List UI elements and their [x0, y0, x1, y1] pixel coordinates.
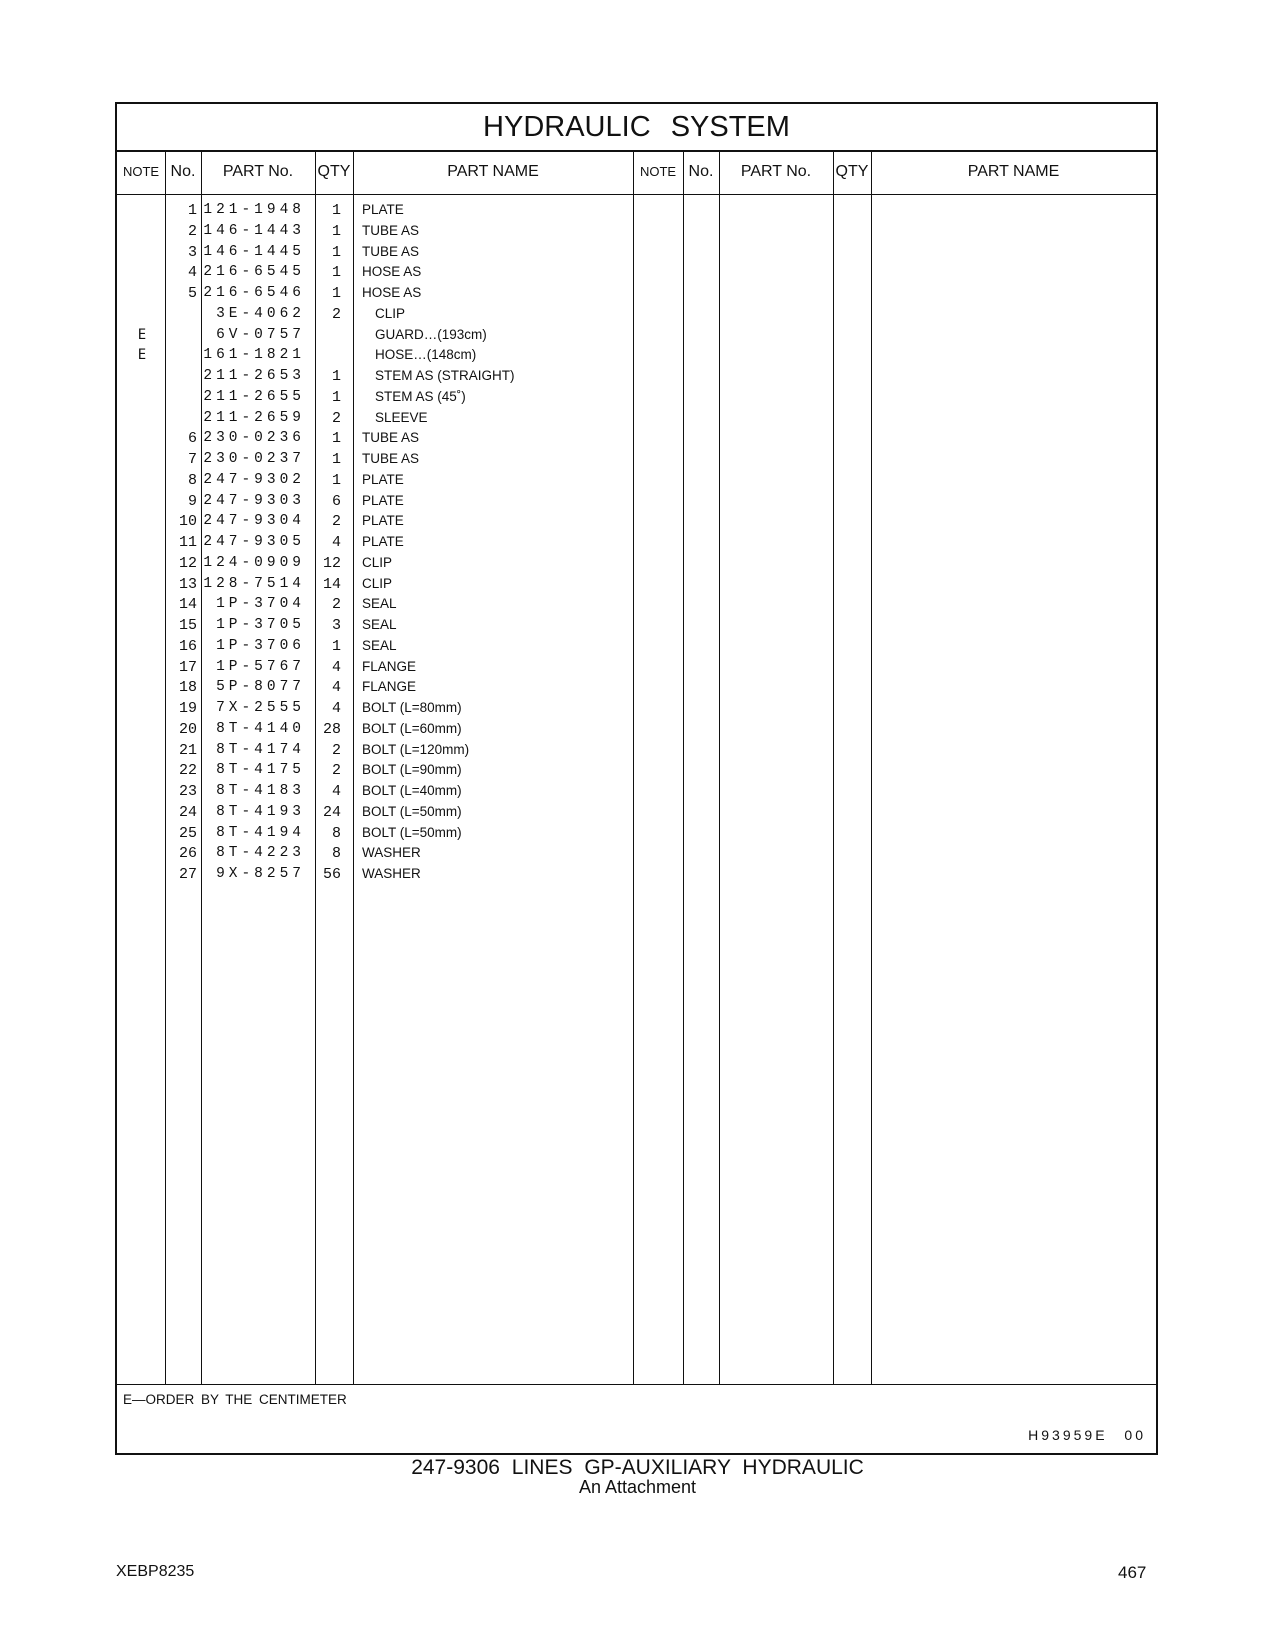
quantity: 8 — [331, 824, 341, 842]
quantity: 1 — [331, 388, 341, 406]
quantity: 1 — [331, 471, 341, 489]
part-name: STEM AS (STRAIGHT) — [375, 368, 515, 383]
quantity: 28 — [322, 720, 341, 738]
quantity: 2 — [331, 513, 341, 531]
item-number: 27 — [178, 866, 197, 883]
part-name: SEAL — [362, 596, 397, 612]
part-name: PLATE — [362, 471, 404, 487]
table-row — [117, 783, 637, 805]
part-name: CLIP — [375, 305, 406, 321]
quantity: 1 — [331, 243, 341, 261]
part-name: BOLT (L=80mm) — [362, 700, 462, 715]
table-row — [117, 347, 637, 369]
part-name: BOLT (L=50mm) — [362, 824, 462, 840]
page-number: 467 — [1118, 1563, 1147, 1582]
item-number: 18 — [178, 679, 197, 697]
table-row — [117, 451, 637, 473]
part-number: 247-9304 — [203, 513, 305, 530]
table-row — [117, 638, 637, 660]
part-name: TUBE AS — [362, 430, 420, 446]
part-name: STEM AS (45˚) — [375, 388, 466, 404]
item-number: 12 — [178, 554, 197, 572]
table-row — [117, 368, 637, 390]
part-name: BOLT (L=90mm) — [362, 762, 462, 778]
table-row — [117, 825, 637, 847]
table-row — [117, 430, 637, 452]
quantity: 24 — [322, 803, 341, 821]
note-cell: E — [137, 326, 147, 343]
item-number: 19 — [178, 700, 197, 717]
table-row — [117, 534, 637, 556]
part-number: 247-9305 — [203, 534, 305, 550]
col-divider — [683, 150, 684, 1384]
table-row — [117, 389, 637, 411]
header-no: No. — [170, 163, 196, 180]
col-divider — [871, 150, 872, 1384]
quantity: 4 — [331, 534, 341, 551]
table-row — [117, 223, 637, 245]
part-name: GUARD…(193cm) — [375, 326, 487, 342]
quantity: 1 — [331, 264, 341, 282]
quantity: 1 — [331, 430, 341, 448]
quantity: 12 — [322, 554, 341, 572]
quantity: 4 — [331, 783, 341, 800]
part-name: BOLT (L=40mm) — [362, 783, 462, 798]
table-row — [117, 327, 637, 349]
part-number: 211-2655 — [203, 388, 305, 405]
item-number: 26 — [178, 845, 197, 863]
part-number: 211-2653 — [203, 368, 305, 384]
item-number: 15 — [178, 617, 197, 634]
table-row — [117, 410, 637, 432]
part-number: 1P-3704 — [216, 596, 305, 613]
part-name: TUBE AS — [362, 222, 420, 238]
item-number: 7 — [187, 451, 197, 468]
item-number: 8 — [187, 471, 197, 489]
part-name: BOLT (L=60mm) — [362, 720, 462, 736]
part-number: 1P-5767 — [216, 658, 305, 675]
quantity: 2 — [331, 762, 341, 780]
table-row — [117, 555, 637, 577]
group-subcaption: An Attachment — [578, 1477, 697, 1497]
part-number: 8T-4193 — [216, 803, 305, 820]
part-number: 230-0237 — [203, 451, 305, 467]
part-number: 8T-4223 — [216, 845, 305, 862]
part-number: 216-6546 — [203, 285, 305, 301]
item-number: 24 — [178, 803, 197, 821]
part-name: HOSE AS — [362, 264, 422, 280]
header-part-name-right: PART NAME — [967, 163, 1060, 180]
item-number: 9 — [187, 492, 197, 510]
quantity: 3 — [331, 617, 341, 634]
table-row — [117, 762, 637, 784]
table-row — [117, 264, 637, 286]
item-number: 2 — [187, 222, 197, 240]
item-number: 6 — [187, 430, 197, 448]
quantity: 4 — [331, 700, 341, 717]
header-part-no-right: PART No. — [740, 163, 812, 180]
table-row — [117, 659, 637, 681]
header-part-name: PART NAME — [447, 163, 539, 180]
table-header — [117, 150, 1156, 195]
part-number: 5P-8077 — [216, 679, 305, 696]
table-row — [117, 742, 637, 764]
item-number: 23 — [178, 783, 197, 800]
quantity: 2 — [331, 305, 341, 323]
item-number: 22 — [178, 762, 197, 780]
table-row — [117, 493, 637, 515]
quantity: 8 — [331, 845, 341, 863]
part-number: 216-6545 — [203, 264, 305, 281]
table-row — [117, 202, 637, 224]
quantity: 1 — [331, 451, 341, 468]
part-number: 124-0909 — [203, 554, 305, 571]
table-row — [117, 700, 637, 722]
table-row — [117, 721, 637, 743]
part-name: PLATE — [362, 202, 404, 217]
item-number: 25 — [178, 824, 197, 842]
table-row — [117, 617, 637, 639]
item-number: 13 — [178, 575, 197, 593]
quantity: 1 — [331, 202, 341, 219]
table-row — [117, 306, 637, 328]
item-number: 3 — [187, 243, 197, 261]
part-number: 1P-3706 — [216, 637, 305, 654]
quantity: 1 — [331, 368, 341, 385]
part-name: FLANGE — [362, 658, 417, 674]
part-number: 8T-4140 — [216, 720, 305, 737]
table-row — [117, 804, 637, 826]
part-name: HOSE AS — [362, 285, 422, 300]
part-name: PLATE — [362, 513, 404, 529]
item-number: 5 — [187, 285, 197, 302]
part-number: 247-9302 — [203, 471, 305, 488]
quantity: 2 — [331, 409, 341, 427]
part-number: 9X-8257 — [216, 866, 305, 882]
part-number: 7X-2555 — [216, 700, 305, 716]
part-number: 146-1443 — [203, 222, 305, 239]
item-number: 4 — [187, 264, 197, 282]
quantity: 4 — [331, 679, 341, 697]
part-number: 8T-4194 — [216, 824, 305, 841]
table-row — [117, 472, 637, 494]
quantity: 14 — [322, 575, 341, 593]
header-note-right: NOTE — [639, 164, 677, 179]
part-name: PLATE — [362, 492, 404, 508]
note-cell: E — [137, 347, 147, 364]
part-name: BOLT (L=50mm) — [362, 803, 462, 819]
table-row — [117, 244, 637, 266]
item-number: 16 — [178, 637, 197, 655]
table-row — [117, 866, 637, 888]
part-name: TUBE AS — [362, 243, 420, 259]
quantity: 1 — [331, 222, 341, 240]
part-name: HOSE…(148cm) — [375, 347, 477, 363]
footnote: E—ORDER BY THE CENTIMETER — [123, 1392, 347, 1407]
table-row — [117, 576, 637, 598]
section-title: HYDRAULIC SYSTEM — [117, 104, 1156, 152]
part-name: SEAL — [362, 637, 397, 653]
item-number: 14 — [178, 596, 197, 614]
part-name: SEAL — [362, 617, 397, 632]
part-number: 1P-3705 — [216, 617, 305, 633]
col-divider — [719, 150, 720, 1384]
part-name: WASHER — [362, 866, 421, 881]
publication-number: XEBP8235 — [116, 1563, 195, 1580]
header-qty: QTY — [317, 163, 351, 180]
quantity: 1 — [331, 285, 341, 302]
part-number: 230-0236 — [203, 430, 305, 447]
quantity: 1 — [331, 637, 341, 655]
table-row — [117, 596, 637, 618]
part-number: 247-9303 — [203, 492, 305, 509]
part-number: 161-1821 — [203, 347, 305, 364]
quantity: 2 — [331, 741, 341, 759]
part-name: BOLT (L=120mm) — [362, 741, 470, 757]
part-number: 146-1445 — [203, 243, 305, 260]
item-number: 10 — [178, 513, 197, 531]
table-row — [117, 285, 637, 307]
part-number: 6V-0757 — [216, 326, 305, 343]
part-name: CLIP — [362, 554, 393, 570]
footer-divider — [117, 1384, 1156, 1385]
header-no-right: No. — [688, 163, 714, 180]
item-number: 1 — [187, 202, 197, 219]
table-row — [117, 513, 637, 535]
table-row — [117, 845, 637, 867]
part-name: WASHER — [362, 845, 421, 861]
quantity: 2 — [331, 596, 341, 614]
part-number: 128-7514 — [203, 575, 305, 592]
part-number: 3E-4062 — [216, 305, 305, 322]
part-name: SLEEVE — [375, 409, 428, 425]
table-row — [117, 679, 637, 701]
part-name: TUBE AS — [362, 451, 420, 466]
quantity: 6 — [331, 492, 341, 510]
quantity: 56 — [322, 866, 341, 883]
quantity: 4 — [331, 658, 341, 676]
part-number: 8T-4174 — [216, 741, 305, 758]
col-divider — [833, 150, 834, 1384]
part-name: FLANGE — [362, 679, 417, 695]
part-number: 211-2659 — [203, 409, 305, 426]
item-number: 11 — [178, 534, 197, 551]
item-number: 20 — [178, 720, 197, 738]
group-caption: 247-9306 LINES GP-AUXILIARY HYDRAULIC — [411, 1456, 864, 1479]
parts-table — [115, 102, 1158, 1455]
header-qty-right: QTY — [835, 163, 869, 180]
part-number: 8T-4183 — [216, 783, 305, 799]
part-name: CLIP — [362, 575, 393, 591]
part-name: PLATE — [362, 534, 404, 549]
part-number: 8T-4175 — [216, 762, 305, 779]
document-code: H93959E 00 — [1028, 1427, 1146, 1443]
item-number: 17 — [178, 658, 197, 676]
header-part-no: PART No. — [222, 163, 294, 180]
header-note: NOTE — [122, 164, 160, 179]
part-number: 121-1948 — [203, 202, 305, 218]
item-number: 21 — [178, 741, 197, 759]
